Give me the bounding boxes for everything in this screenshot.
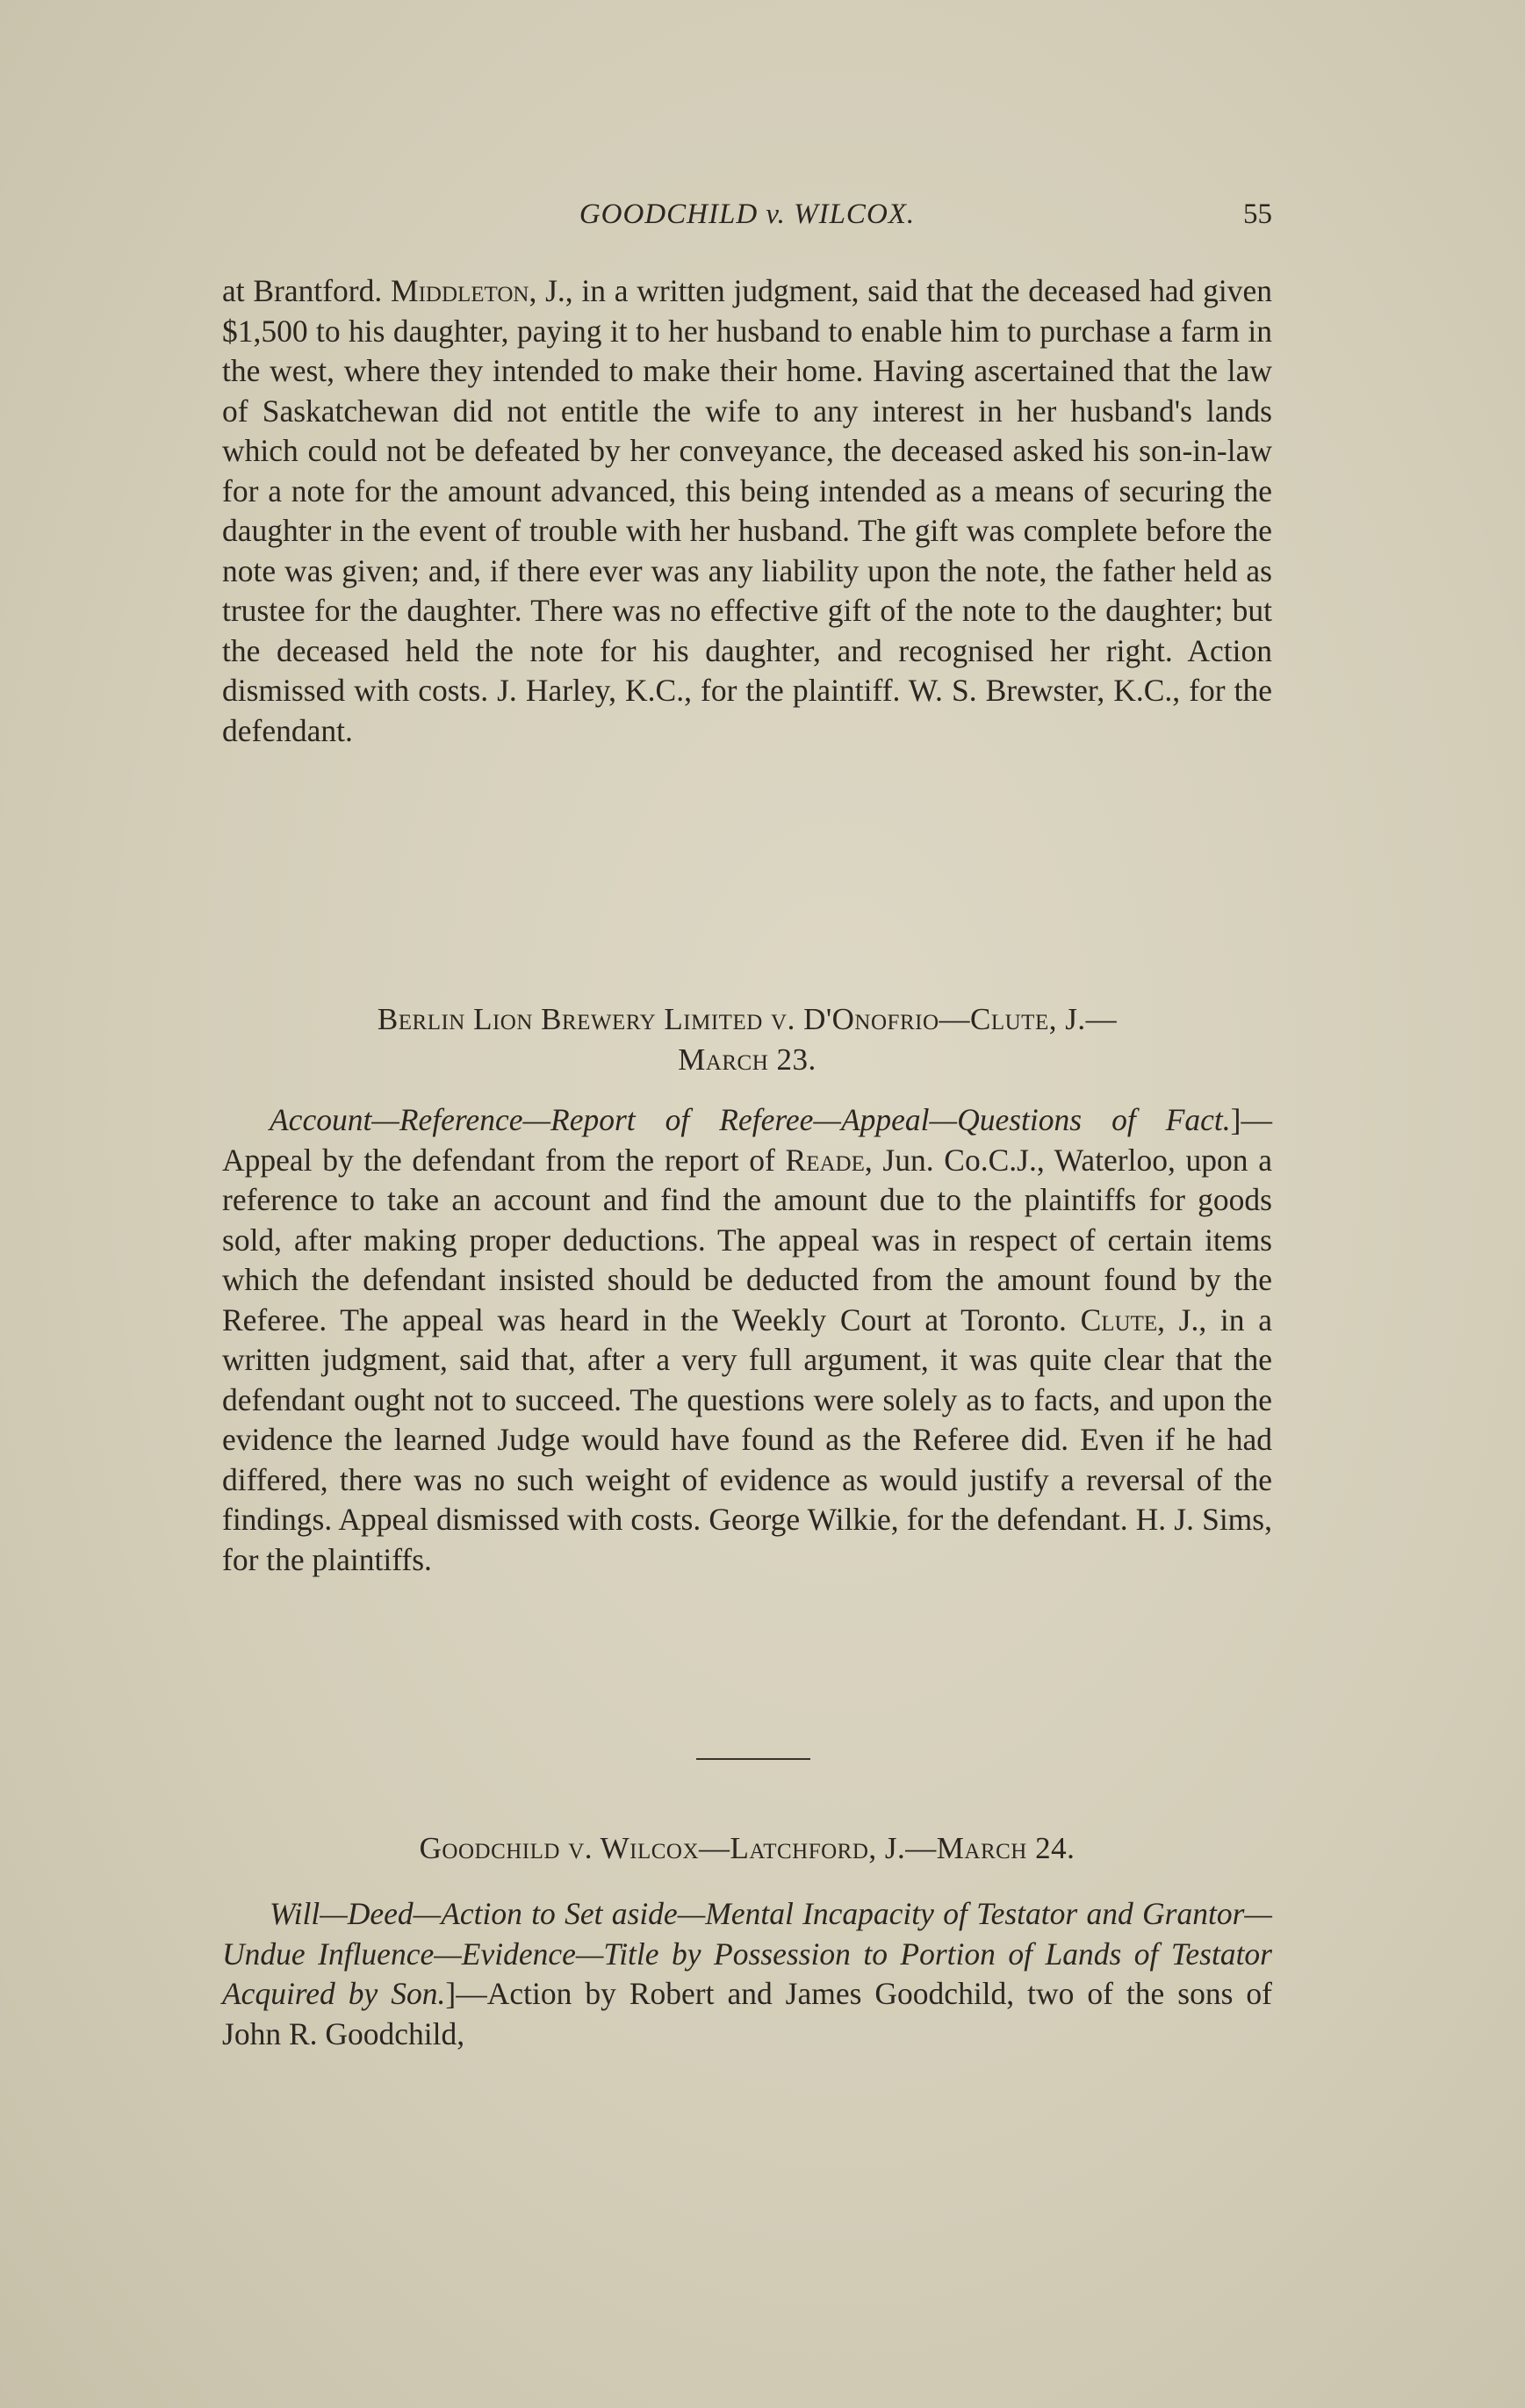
case-heading-goodchild (222, 1828, 1272, 1869)
paragraph-text-c: , J., in a written judgment, said that, after a very full argument, it was quite clear that the defendant ought not to succeed. The questions were solely as to facts, and upon the evidence the learned Judge would have found as the Referee did. Even if he had differed, there was no such weight of evidence as would justify a reversal of the findings. Appeal dismissed with costs. George Wilkie, for the defendant. H. J. Sims, for the plaintiffs. (222, 1301, 1272, 1577)
running-title: GOODCHILD v. WILCOX. (579, 198, 916, 230)
paragraph-text-a: ]—Appeal by the defendant from the report of (222, 1102, 1272, 1178)
catchwords: Will—Deed—Action to Set aside—Mental Incapacity of Testator and Grantor—Undue Influence—Evidence—Title by Possession to Portion of Lands of Testator Acquired by Son. (222, 1896, 1272, 2011)
paragraph-text: , J., in a written judgment, said that the deceased had given $1,500 to his daughter, paying it to her husband to enable him to purchase a farm in the west, where they intended to make their home. Having ascertained that the law of Saskatchewan did not entitle the wife to any interest in her husband's lands which could not be defeated by her conveyance, the deceased asked his son-in-law for a note for the amount advanced, this being intended as a means of securing the daughter in the event of trouble with her husband. The gift was complete before the note was given; and, if there ever was any liability upon the note, the father held as trustee for the daughter. There was no effective gift of the note to the daughter; but the deceased held the note for his daughter, and recognised her right. Action dismissed with costs. J. Harley, K.C., for the plaintiff. W. S. Brewster, K.C., for the defendant. (222, 273, 1272, 748)
section-divider (696, 1758, 810, 1760)
paragraph-text-b: , Jun. Co.C.J., Waterloo, upon a reference to take an account and find the amount due to the plaintiffs for goods sold, after making proper deductions. The appeal was in respect of certain items which the defendant insisted should be deducted from the amount found by the Referee. The appeal was heard in the Weekly Court at Toronto. (222, 1142, 1272, 1337)
running-head (222, 198, 1272, 242)
paragraph-berlin-lion (222, 1100, 1272, 1580)
case-heading-line2: March 23. (678, 1042, 816, 1077)
paragraph-intro: at Brantford. (222, 273, 391, 308)
referee-name: Reade (785, 1142, 865, 1178)
paragraph-middleton-judgment (222, 271, 1272, 751)
page-number: 55 (1243, 198, 1272, 230)
case-heading-line1: Berlin Lion Brewery Limited v. D'Onofrio—Clute, J.— (377, 1002, 1118, 1036)
case-heading-berlin-lion (222, 999, 1272, 1079)
judge-name: Clute (1080, 1301, 1158, 1337)
paragraph-text: ]—Action by Robert and James Goodchild, two of the sons of John R. Goodchild, (222, 1976, 1272, 2051)
case-heading: Goodchild v. Wilcox—Latchford, J.—March 24. (419, 1831, 1075, 1865)
catchwords: Account—Reference—Report of Referee—Appeal—Questions of Fact. (270, 1102, 1231, 1137)
paragraph-goodchild (222, 1894, 1272, 2054)
judge-name: Middleton (391, 273, 529, 308)
